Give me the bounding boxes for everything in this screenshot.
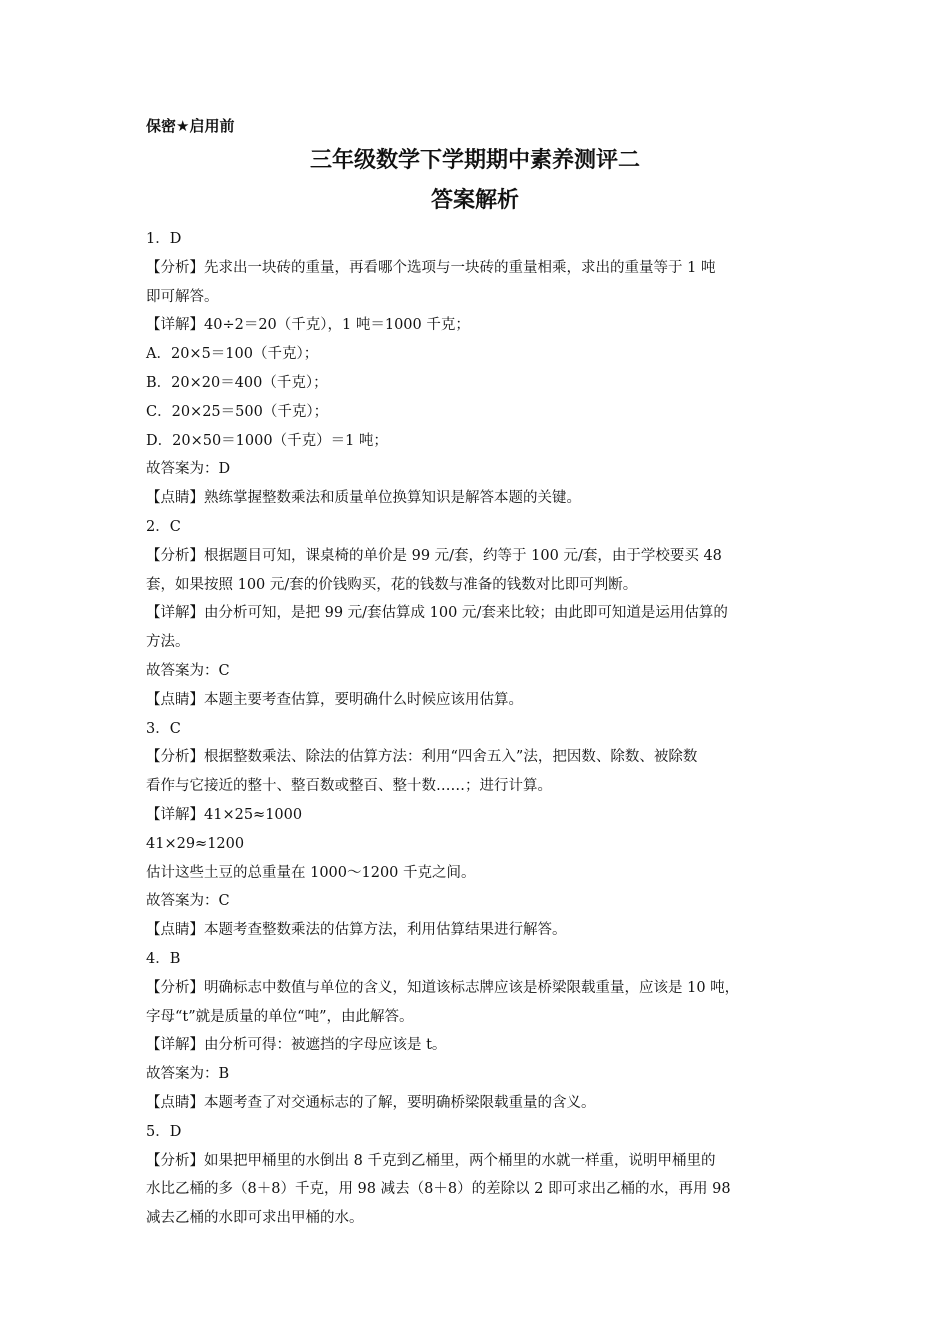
page-title: 三年级数学下学期期中素养测评二 bbox=[309, 148, 640, 173]
text-line: 方法。 bbox=[146, 634, 190, 651]
text-line: 即可解答。 bbox=[146, 288, 219, 305]
text-line: 【点睛】本题主要考查估算，要明确什么时候应该用估算。 bbox=[146, 691, 523, 708]
text-line: 5．D bbox=[146, 1123, 182, 1140]
text-line: 【分析】如果把甲桶里的水倒出 8 千克到乙桶里，两个桶里的水就一样重，说明甲桶里的 bbox=[146, 1152, 716, 1169]
text-line: 2．C bbox=[146, 518, 181, 535]
text-line: 【分析】根据题目可知，课桌椅的单价是 99 元/套，约等于 100 元/套，由于学校要买 48 bbox=[146, 547, 722, 564]
text-line: 1．D bbox=[146, 231, 182, 247]
text-line: 故答案为：B bbox=[146, 1066, 230, 1083]
text-line: 故答案为：D bbox=[146, 461, 231, 478]
text-line: 【详解】41×25≈1000 bbox=[146, 806, 303, 823]
text-line: 【分析】先求出一块砖的重量，再看哪个选项与一块砖的重量相乘，求出的重量等于 1 吨 bbox=[146, 259, 716, 276]
text-line: D．20×50＝1000（千克）＝1 吨； bbox=[146, 432, 388, 449]
text-line: 估计这些土豆的总重量在 1000～1200 千克之间。 bbox=[146, 864, 476, 881]
text-line: 【分析】根据整数乘法、除法的估算方法：利用“四舍五入”法，把因数、除数、被除数 bbox=[146, 749, 698, 766]
text-line: 套，如果按照 100 元/套的价钱购买，花的钱数与准备的钱数对比即可判断。 bbox=[146, 576, 638, 593]
text-line: 字母“t”就是质量的单位“吨”，由此解答。 bbox=[146, 1008, 414, 1025]
text-line: 水比乙桶的多（8＋8）千克，用 98 减去（8＋8）的差除以 2 即可求出乙桶的水，再用 98 bbox=[146, 1181, 731, 1198]
text-line: 4．B bbox=[146, 950, 181, 967]
text-line: 故答案为：C bbox=[146, 662, 230, 679]
confidential-label: 保密★启用前 bbox=[146, 117, 235, 135]
text-line: 【点睛】本题考查整数乘法的估算方法，利用估算结果进行解答。 bbox=[146, 922, 567, 939]
text-line: 故答案为：C bbox=[146, 893, 230, 910]
text-line: 【点睛】本题考查了对交通标志的了解，要明确桥梁限载重量的含义。 bbox=[146, 1094, 596, 1111]
text-line: 看作与它接近的整十、整百数或整百、整十数……；进行计算。 bbox=[146, 778, 552, 795]
text-line: B．20×20＝400（千克）； bbox=[146, 374, 328, 391]
text-line: 减去乙桶的水即可求出甲桶的水。 bbox=[146, 1210, 364, 1227]
text-line: 3．C bbox=[146, 720, 181, 737]
answer-body bbox=[146, 225, 816, 1233]
text-line: 【详解】40÷2＝20（千克），1 吨＝1000 千克； bbox=[146, 317, 470, 334]
text-line: 【分析】明确标志中数值与单位的含义，知道该标志牌应该是桥梁限载重量，应该是 10 吨， bbox=[146, 979, 740, 996]
text-line: A．20×5＝100（千克）； bbox=[146, 346, 319, 363]
text-line: 【详解】由分析可知，是把 99 元/套估算成 100 元/套来比较；由此即可知道是运用估算的 bbox=[146, 605, 728, 622]
text-line: 【点睛】熟练掌握整数乘法和质量单位换算知识是解答本题的关键。 bbox=[146, 490, 581, 507]
text-line: 41×29≈1200 bbox=[146, 835, 245, 852]
text-line: 【详解】由分析可得：被遮挡的字母应该是 t。 bbox=[146, 1037, 447, 1054]
page-subtitle: 答案解析 bbox=[430, 188, 519, 213]
text-line: C．20×25＝500（千克）； bbox=[146, 403, 329, 420]
